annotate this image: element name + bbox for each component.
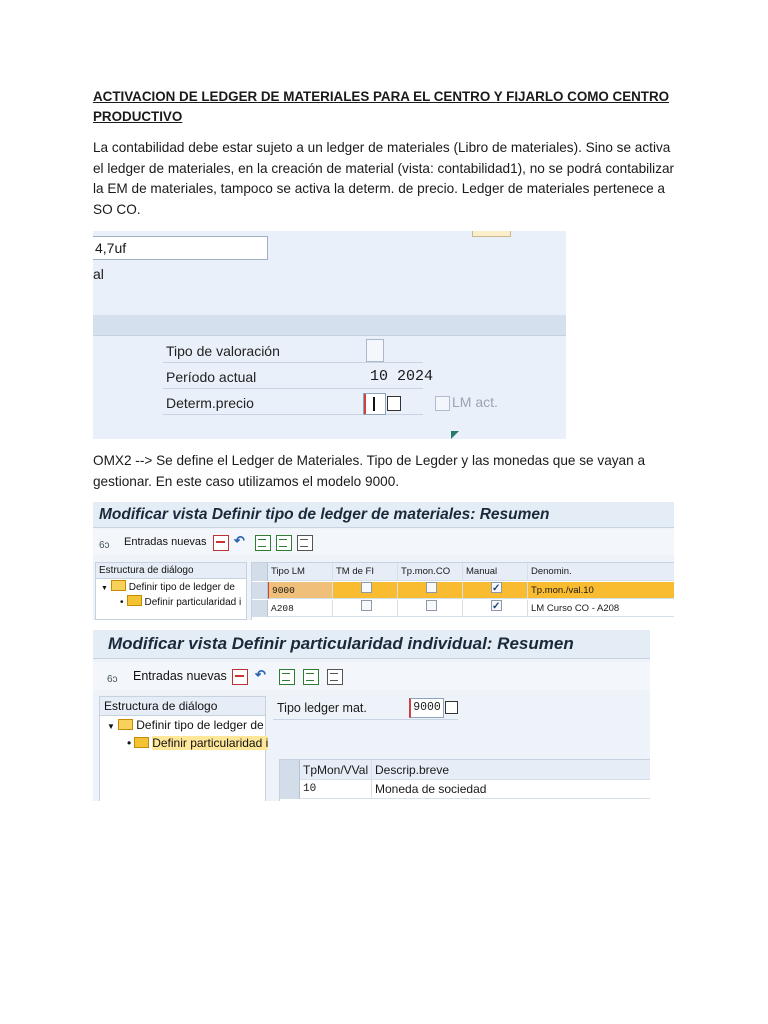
label-tipo-valoracion: Tipo de valoración xyxy=(166,343,280,359)
bullet-icon: • xyxy=(120,597,124,608)
cell-manual xyxy=(463,582,528,599)
determ-precio-field[interactable] xyxy=(363,393,386,415)
folder-open-icon xyxy=(111,580,126,591)
tree-item-label: Definir tipo de ledger de xyxy=(128,582,235,593)
tm-fi-checkbox[interactable] xyxy=(361,600,372,611)
new-entries-button[interactable]: Entradas nuevas xyxy=(133,669,227,683)
cursor-pointer-icon xyxy=(451,431,459,439)
bullet-icon: • xyxy=(127,736,132,750)
tree-header: Estructura de diálogo xyxy=(96,563,246,579)
value-help-icon[interactable] xyxy=(445,701,458,714)
tp-mon-co-checkbox[interactable] xyxy=(426,600,437,611)
expand-arrow-icon[interactable]: ▼ xyxy=(101,585,108,592)
cell-tm-fi xyxy=(333,582,398,599)
column-header-tpmon-vval[interactable]: TpMon/VVal xyxy=(300,760,372,780)
column-header-descrip[interactable]: Descrip.breve xyxy=(372,760,650,780)
table-header-row xyxy=(252,563,674,581)
window-title: Modificar vista Definir tipo de ledger de materiales: Resumen xyxy=(93,502,674,528)
screenshot-material-accounting-view xyxy=(93,231,566,439)
paragraph-ledger-intro: La contabilidad debe estar sujeto a un ledger de materiales (Libro de materiales). Sino se activa el ledger de materiales, en la creación de material (vista: contabilidad1), no se podrá contabilizar la EM de materiales, tampoco se activa la determ. de precio. Ledger de materiales pertenece a SO CO. xyxy=(93,140,675,217)
partial-button[interactable] xyxy=(472,231,511,237)
screenshot-individual-particularity xyxy=(93,630,650,801)
row-selector[interactable] xyxy=(252,600,268,617)
lm-act-label: LM act. xyxy=(452,394,498,410)
select-block-icon[interactable] xyxy=(303,669,319,685)
cell-tp-mon-co xyxy=(398,600,463,617)
cell-tm-fi xyxy=(333,600,398,617)
folder-icon xyxy=(134,737,149,748)
label-determ-precio: Determ.precio xyxy=(166,395,254,411)
lm-act-checkbox[interactable] xyxy=(435,396,450,411)
undo-icon[interactable]: ↶ xyxy=(255,667,266,682)
tree-item-label: Definir particularidad i xyxy=(152,736,269,750)
dialog-structure-tree xyxy=(99,696,269,801)
row-selector[interactable] xyxy=(252,582,268,599)
value-help-icon[interactable] xyxy=(387,396,401,411)
column-header-manual[interactable]: Manual xyxy=(463,563,528,581)
cell-tipo-lm[interactable]: A208 xyxy=(268,600,333,617)
select-all-cell[interactable] xyxy=(280,760,300,780)
deselect-all-icon[interactable] xyxy=(327,669,343,685)
window-title: Modificar vista Definir particularidad individual: Resumen xyxy=(93,630,650,659)
undo-icon[interactable]: ↶ xyxy=(234,533,245,548)
tree-item-particularity[interactable] xyxy=(127,736,268,750)
application-toolbar xyxy=(93,662,650,690)
periodo-actual-value: 10 2024 xyxy=(370,368,434,385)
partial-label: al xyxy=(93,266,104,282)
tree-item-label: Definir tipo de ledger de xyxy=(136,718,264,732)
select-all-icon[interactable] xyxy=(255,535,271,551)
delete-icon[interactable] xyxy=(213,535,229,551)
dialog-structure-tree xyxy=(95,562,247,620)
table-header-row xyxy=(280,760,650,780)
tree-item-particularity[interactable] xyxy=(120,595,241,608)
tipo-valoracion-field[interactable] xyxy=(366,339,384,362)
manual-checkbox[interactable] xyxy=(491,600,502,611)
cell-tipo-lm[interactable]: 9000 xyxy=(268,582,333,599)
ledger-type-field[interactable]: 9000 xyxy=(409,698,444,718)
application-toolbar xyxy=(93,529,674,555)
cell-descrip: Moneda de sociedad xyxy=(372,780,650,799)
folder-icon xyxy=(127,595,142,606)
column-header-tp-mon-co[interactable]: Tp.mon.CO xyxy=(398,563,463,581)
partial-input-value: 4,7uf xyxy=(95,240,127,256)
table-row[interactable] xyxy=(280,780,650,799)
tm-fi-checkbox[interactable] xyxy=(361,582,372,593)
column-header-denomin[interactable]: Denomin. xyxy=(528,563,674,581)
paragraph-omx2: OMX2 --> Se define el Ledger de Materiales. Tipo de Legder y las monedas que se vayan a gestionar. En este caso utilizamos el modelo 9000. xyxy=(93,453,646,489)
display-change-icon[interactable] xyxy=(107,669,121,683)
select-all-icon[interactable] xyxy=(279,669,295,685)
tree-item-ledger-type[interactable] xyxy=(101,580,235,593)
cell-denomin: LM Curso CO - A208 xyxy=(528,600,674,617)
particularity-table xyxy=(279,759,650,801)
cell-manual xyxy=(463,600,528,617)
expand-arrow-icon[interactable]: ▼ xyxy=(107,722,115,731)
field-underline xyxy=(163,388,423,389)
tree-item-label: Definir particularidad i xyxy=(144,597,242,608)
ledger-types-table xyxy=(251,562,674,620)
manual-checkbox[interactable] xyxy=(491,582,502,593)
cell-tpmon-vval[interactable]: 10 xyxy=(300,780,372,799)
label-periodo-actual: Período actual xyxy=(166,369,257,385)
field-underline xyxy=(273,719,458,720)
field-underline xyxy=(163,362,423,363)
table-row[interactable] xyxy=(252,600,674,617)
section-band xyxy=(93,315,566,336)
tree-header: Estructura de diálogo xyxy=(100,697,265,716)
select-block-icon[interactable] xyxy=(276,535,292,551)
column-header-tipo-lm[interactable]: Tipo LM xyxy=(268,563,333,581)
document-heading: ACTIVACION DE LEDGER DE MATERIALES PARA EL CENTRO Y FIJARLO COMO CENTRO PRODUCTIVO xyxy=(93,89,670,124)
cell-tp-mon-co xyxy=(398,582,463,599)
tp-mon-co-checkbox[interactable] xyxy=(426,582,437,593)
partial-input-field[interactable] xyxy=(93,236,268,260)
deselect-all-icon[interactable] xyxy=(297,535,313,551)
folder-open-icon xyxy=(118,719,133,730)
cell-denomin: Tp.mon./val.10 xyxy=(528,582,674,599)
row-selector[interactable] xyxy=(280,780,300,799)
tree-item-ledger-type[interactable] xyxy=(107,718,264,732)
new-entries-button[interactable]: Entradas nuevas xyxy=(124,536,207,548)
select-all-cell[interactable] xyxy=(252,563,268,581)
column-header-tm-fi[interactable]: TM de FI xyxy=(333,563,398,581)
delete-icon[interactable] xyxy=(232,669,248,685)
table-row[interactable] xyxy=(252,582,674,599)
ledger-type-label: Tipo ledger mat. xyxy=(277,701,367,715)
screenshot-ledger-types xyxy=(93,502,674,620)
display-change-icon[interactable] xyxy=(99,535,113,549)
